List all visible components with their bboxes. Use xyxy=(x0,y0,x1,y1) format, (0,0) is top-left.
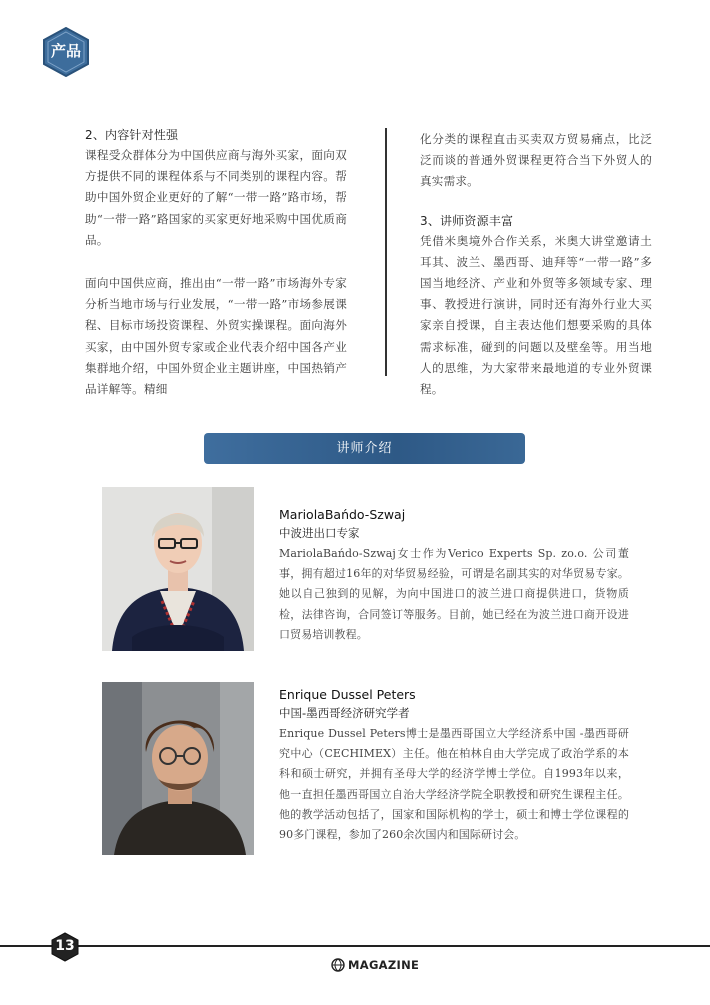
right-heading: 3、讲师资源丰富 xyxy=(420,213,514,228)
lecturer-photo xyxy=(102,487,254,651)
lecturer-role: 中国-墨西哥经济研究学者 xyxy=(279,706,410,720)
lecturer-description: MariolaBańdo-Szwaj女士作为Verico Experts Sp. zo.o. 公司董事，拥有超过16年的对华贸易经验，可谓是名副其实的对华贸易专家。她以自己独到的见解，为向中国进口的波兰进口商提供进口，货物质检，法律咨询，合同签订等服务。目前，她已经在为波兰进口商开设进口贸易培训教程。 xyxy=(279,547,629,641)
lecturer-name: Enrique Dussel Peters xyxy=(279,687,416,702)
section-title-bar: 讲师介绍 xyxy=(204,433,525,464)
lecturer-role: 中波进出口专家 xyxy=(279,526,360,540)
left-paragraph-1: 课程受众群体分为中国供应商与海外买家，面向双方提供不同的课程体系与不同类别的课程内容。帮助中国外贸企业更好的了解“一带一路”路市场，帮助“一带一路”路国家的买家更好地采购中国优质商品。 xyxy=(85,148,347,247)
lecturer-name: MariolaBańdo-Szwaj xyxy=(279,507,406,522)
page-number: 13 xyxy=(55,938,75,954)
globe-icon xyxy=(331,958,345,972)
lecturer-description: Enrique Dussel Peters博士是墨西哥国立大学经济系中国 -墨西哥研究中心（CECHIMEX）主任。他在柏林自由大学完成了政治学系的本科和硕士研究，并拥有圣母大学的经济学博士学位。自1993年以来，他一直担任墨西哥国立自治大学经济学院全职教授和研究生课程主任。他的教学活动包括了，国家和国际机构的学士，硕士和博士学位课程的90多门课程，参加了260余次国内和国际研讨会。 xyxy=(279,727,629,842)
right-paragraph-1: 化分类的课程直击买卖双方贸易痛点，比泛泛而谈的普通外贸课程更符合当下外贸人的真实需求。 xyxy=(420,132,652,189)
brand-logo xyxy=(331,957,419,973)
page-number-badge xyxy=(50,932,80,962)
lecturer-bio xyxy=(279,685,629,845)
column-divider xyxy=(385,128,387,376)
left-column xyxy=(85,125,347,400)
badge-label: 产品 xyxy=(50,42,81,60)
left-paragraph-2: 面向中国供应商，推出由“一带一路”市场海外专家分析当地市场与行业发展，“一带一路”市场参展课程、目标市场投资课程、外贸实操课程。面向海外买家，由中国外贸专家或企业代表介绍中国各产业集群地介绍，中国外贸企业主题讲座，中国热销产品详解等。精细 xyxy=(85,276,347,397)
right-column xyxy=(420,129,652,400)
lecturer-photo xyxy=(102,682,254,855)
right-paragraph-2: 凭借米奥境外合作关系，米奥大讲堂邀请土耳其、波兰、墨西哥、迪拜等“一带一路”多国当地经济、产业和外贸等多领域专家、理事、教授进行演讲，同时还有海外行业大买家亲自授课，自主表达他们想要采购的具体需求标准，碰到的问题以及壁垒等。用当地人的思维，为大家带来最地道的专业外贸课程。 xyxy=(420,233,652,397)
brand-text: MAGAZINE xyxy=(348,958,420,972)
footer-rule xyxy=(0,945,710,947)
left-heading: 2、内容针对性强 xyxy=(85,128,179,142)
lecturer-bio xyxy=(279,505,629,645)
section-badge xyxy=(42,27,90,77)
